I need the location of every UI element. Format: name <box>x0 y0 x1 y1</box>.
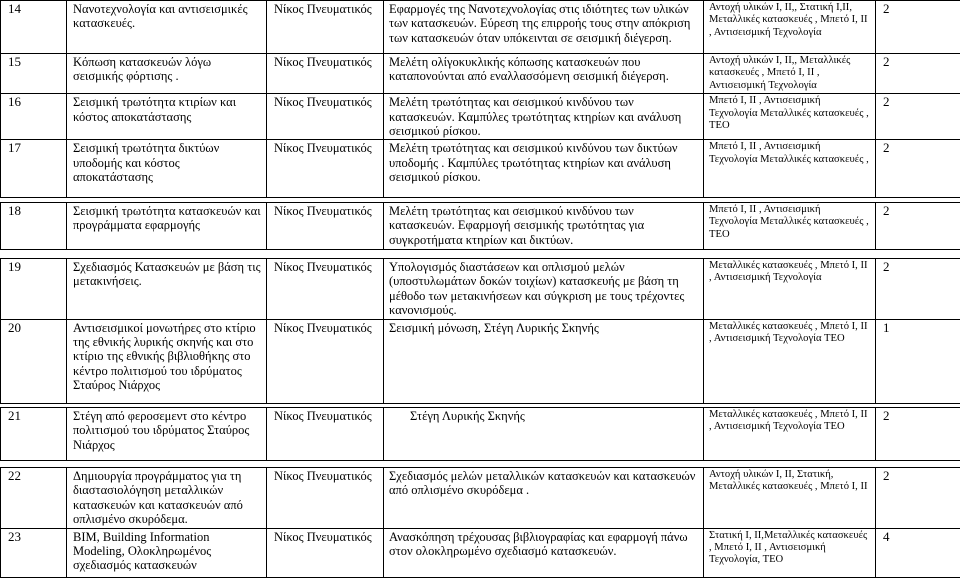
projects-table-5 <box>0 467 960 578</box>
projects-table-1 <box>0 0 960 198</box>
prerequisites: Αντοχή υλικών Ι, ΙΙ,, Μεταλλικές κατασκευές , Μπετό Ι, ΙΙ , Αντισεισμική Τεχνολογία <box>704 54 876 94</box>
professor-name: Νίκος Πνευματικός <box>267 94 384 140</box>
table-row <box>1 528 960 577</box>
course-title: Σεισμική τρωτότητα κτιρίων και κόστος αποκατάστασης <box>67 94 267 140</box>
students-count: 2 <box>876 408 960 461</box>
prerequisites: Μεταλλικές κατασκευές , Μπετό Ι, ΙΙ , Αντισεισμική Τεχνολογία ΤΕΟ <box>704 319 876 403</box>
row-number: 19 <box>1 259 67 320</box>
course-title: BIM, Building Information Modeling, Ολοκληρωμένος σχεδιασμός κατασκευών <box>67 528 267 577</box>
professor-name: Νίκος Πνευματικός <box>267 1 384 54</box>
students-count: 2 <box>876 54 960 94</box>
course-title: Δημιουργία προγράμματος για τη διαστασιολόγηση μεταλλικών κατασκευών και κατασκευών από οπλισμένο σκυρόδεμα. <box>67 468 267 529</box>
table-row <box>1 203 960 250</box>
course-title: Στέγη από φεροσεμεντ στο κέντρο πολιτισμού του ιδρύματος Σταύρος Νιάρχος <box>67 408 267 461</box>
professor-name: Νίκος Πνευματικός <box>267 468 384 529</box>
professor-name: Νίκος Πνευματικός <box>267 203 384 250</box>
students-count: 1 <box>876 319 960 403</box>
row-number: 23 <box>1 528 67 577</box>
course-description: Μελέτη τρωτότητας και σεισμικού κινδύνου των κατασκευών. Εφαρμογή σεισμικής τρωτότητας για συγκροτήματα κτηρίων και δικτύων. <box>384 203 704 250</box>
table-row <box>1 1 960 54</box>
students-count: 2 <box>876 259 960 320</box>
row-number: 22 <box>1 468 67 529</box>
course-description: Σχεδιασμός μελών μεταλλικών κατασκευών και κατασκευών από οπλισμένο σκυρόδεμα . <box>384 468 704 529</box>
table-row <box>1 408 960 461</box>
course-title: Σεισμική τρωτότητα κατασκευών και προγράμματα εφαρμογής <box>67 203 267 250</box>
prerequisites: Μεταλλικές κατασκευές , Μπετό Ι, ΙΙ , Αντισεισμική Τεχνολογία ΤΕΟ <box>704 408 876 461</box>
professor-name: Νίκος Πνευματικός <box>267 259 384 320</box>
course-description: Μελέτη ολίγοκυκλικής κόπωσης κατασκευών που καταπονούνται από εναλλασσόμενη σεισμική διέγερση. <box>384 54 704 94</box>
projects-table-4 <box>0 407 960 461</box>
professor-name: Νίκος Πνευματικός <box>267 528 384 577</box>
professor-name: Νίκος Πνευματικός <box>267 319 384 403</box>
row-number: 21 <box>1 408 67 461</box>
table-row <box>1 54 960 94</box>
students-count: 4 <box>876 528 960 577</box>
table-row <box>1 259 960 320</box>
course-description: Υπολογισμός διαστάσεων και οπλισμού μελών (υποστυλωμάτων δοκών τοιχίων) κατασκευής με βάση τη μέθοδο των μετακινήσεων και σύγκριση με τους τρέχοντες κανονισμούς. <box>384 259 704 320</box>
students-count: 2 <box>876 140 960 198</box>
row-number: 20 <box>1 319 67 403</box>
professor-name: Νίκος Πνευματικός <box>267 408 384 461</box>
course-title: Σχεδιασμός Κατασκευών με βάση τις μετακινήσεις. <box>67 259 267 320</box>
course-description: Μελέτη τρωτότητας και σεισμικού κινδύνου των δικτύων υποδομής . Καμπύλες τρωτότητας κτηρίων και ανάλυση σεισμικού ρίσκου. <box>384 140 704 198</box>
projects-table-3 <box>0 258 960 404</box>
row-number: 18 <box>1 203 67 250</box>
professor-name: Νίκος Πνευματικός <box>267 140 384 198</box>
course-description: Εφαρμογές της Νανοτεχνολογίας στις ιδιότητες των υλικών των κατασκευών. Εύρεση της επιρροής τους στην απόκριση των κατασκευών όταν υπόκεινται σε σεισμική διέγερση. <box>384 1 704 54</box>
students-count: 2 <box>876 1 960 54</box>
course-description: Μελέτη τρωτότητας και σεισμικού κινδύνου των κατασκευών. Καμπύλες τρωτότητας κτηρίων και ανάλυση σεισμικού ρίσκου. <box>384 94 704 140</box>
prerequisites: Μπετό Ι, ΙΙ , Αντισεισμική Τεχνολογία Μεταλλικές κατασκευές , <box>704 140 876 198</box>
prerequisites: Αντοχή υλικών Ι, ΙΙ,, Στατική Ι,ΙΙ, Μεταλλικές κατασκευές , Μπετό Ι, ΙΙ , Αντισεισμική Τεχνολογία <box>704 1 876 54</box>
students-count: 2 <box>876 94 960 140</box>
course-title: Νανοτεχνολογία και αντισεισμικές κατασκευές. <box>67 1 267 54</box>
course-description: Στέγη Λυρικής Σκηνής <box>384 408 704 461</box>
course-description: Σεισμική μόνωση, Στέγη Λυρικής Σκηνής <box>384 319 704 403</box>
row-number: 14 <box>1 1 67 54</box>
course-description: Ανασκόπηση τρέχουσας βιβλιογραφίας και εφαρμογή πάνω στον ολοκληρωμένο σχεδιασμό κατασκευών. <box>384 528 704 577</box>
prerequisites: Μπετό Ι, ΙΙ , Αντισεισμική Τεχνολογία Μεταλλικές κατασκευές , ΤΕΟ <box>704 94 876 140</box>
table-row <box>1 319 960 403</box>
course-title: Σεισμική τρωτότητα δικτύων υποδομής και κόστος αποκατάστασης <box>67 140 267 198</box>
prerequisites: Μπετό Ι, ΙΙ , Αντισεισμική Τεχνολογία Μεταλλικές κατασκευές , ΤΕΟ <box>704 203 876 250</box>
row-number: 16 <box>1 94 67 140</box>
course-title: Κόπωση κατασκευών λόγω σεισμικής φόρτισης . <box>67 54 267 94</box>
row-number: 17 <box>1 140 67 198</box>
row-number: 15 <box>1 54 67 94</box>
professor-name: Νίκος Πνευματικός <box>267 54 384 94</box>
prerequisites: Αντοχή υλικών Ι, ΙΙ, Στατική, Μεταλλικές κατασκευές , Μπετό Ι, ΙΙ <box>704 468 876 529</box>
prerequisites: Μεταλλικές κατασκευές , Μπετό Ι, ΙΙ , Αντισεισμική Τεχνολογία <box>704 259 876 320</box>
students-count: 2 <box>876 468 960 529</box>
table-row <box>1 468 960 529</box>
table-row <box>1 94 960 140</box>
students-count: 2 <box>876 203 960 250</box>
prerequisites: Στατική Ι, ΙΙ,Μεταλλικές κατασκευές , Μπετό Ι, ΙΙ , Αντισεισμική Τεχνολογία, ΤΕΟ <box>704 528 876 577</box>
course-title: Αντισεισμικοί μονωτήρες στο κτίριο της εθνικής λυρικής σκηνής και στο κτίριο της εθνικής βιβλιοθήκης στο κέντρο πολιτισμού του ιδρύματος Σταύρος Νιάρχος <box>67 319 267 403</box>
projects-table-2 <box>0 202 960 250</box>
table-row <box>1 140 960 198</box>
